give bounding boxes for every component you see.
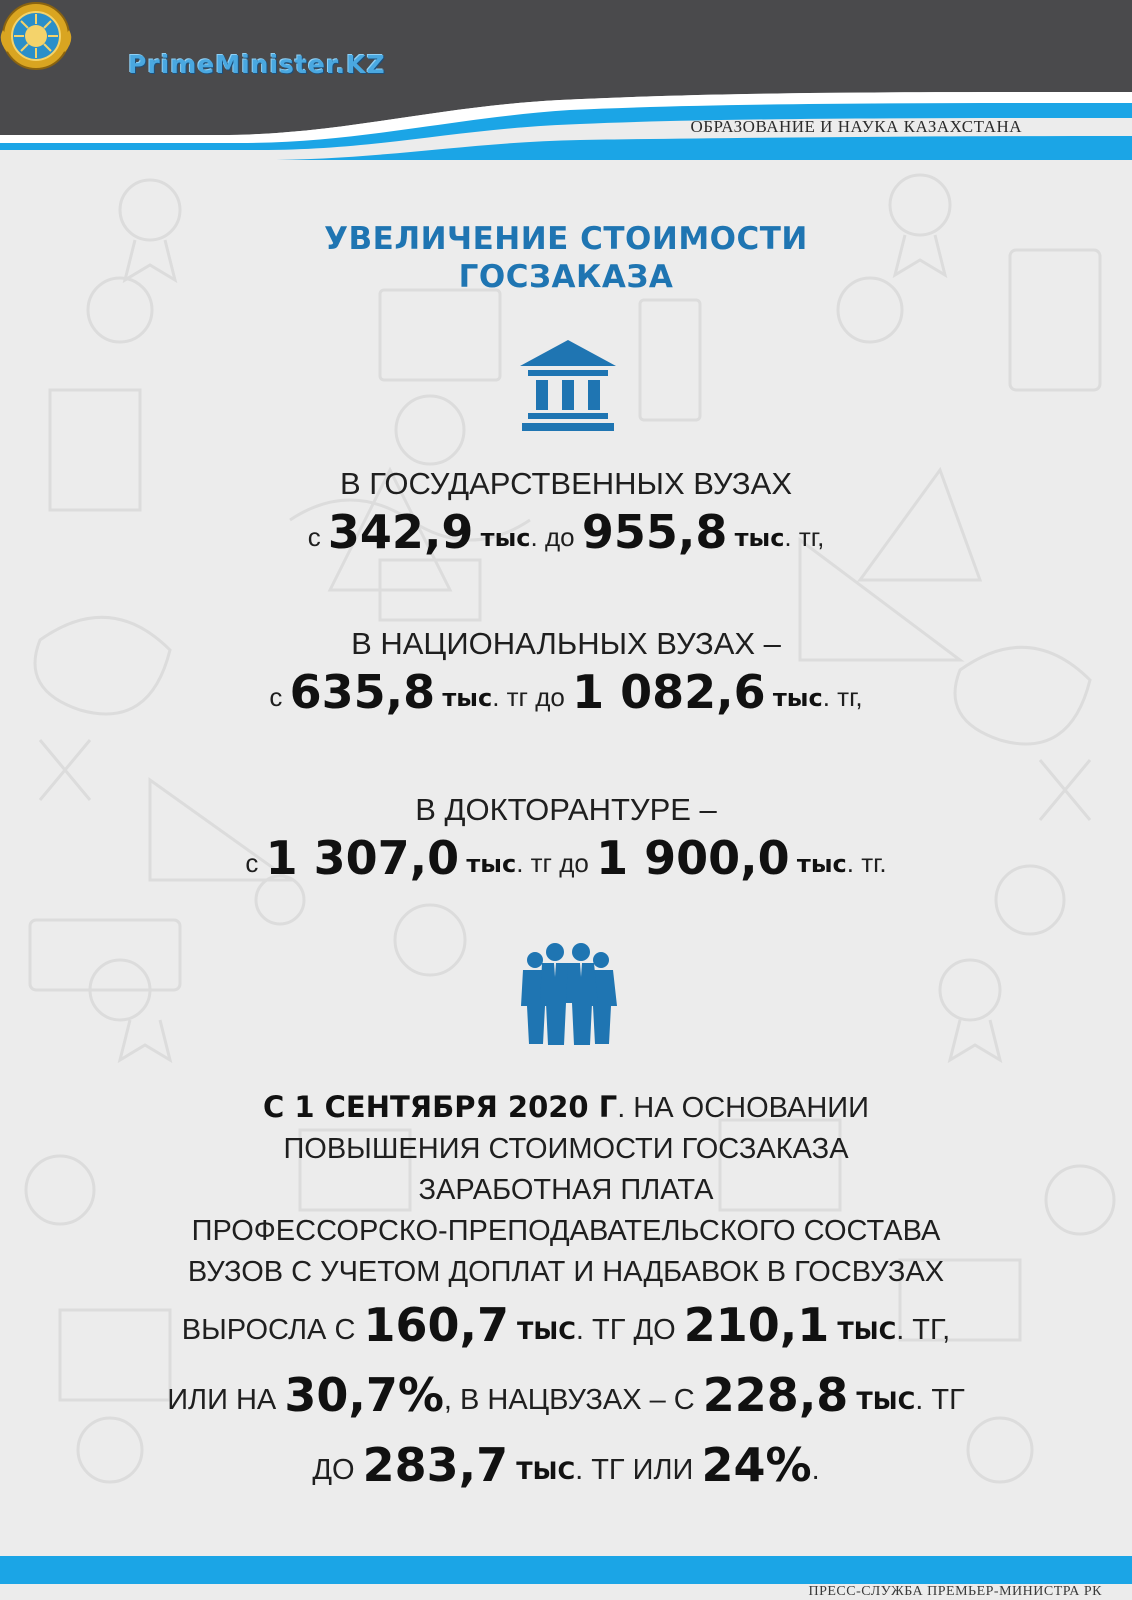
text-middle: , В НАЦВУЗАХ – С — [443, 1384, 695, 1416]
title-line-1: УВЕЛИЧЕНИЕ СТОИМОСТИ — [324, 221, 808, 257]
text-middle: . тг до — [516, 848, 589, 878]
salary-to: 210,1 — [683, 1298, 830, 1352]
text-suffix: . ТГ, — [896, 1314, 951, 1346]
text-prefix: с — [245, 848, 259, 878]
salary-line-1 — [0, 1087, 1132, 1129]
value-from: 1 307,0 — [265, 831, 460, 885]
text-suffix: . тг, — [822, 682, 863, 712]
unit: ТЫС — [856, 1387, 916, 1415]
text-middle: . тг до — [492, 682, 565, 712]
salary-line-4: ПРОФЕССОРСКО-ПРЕПОДАВАТЕЛЬСКОГО СОСТАВА — [191, 1215, 941, 1247]
business-people-icon — [515, 942, 621, 1046]
salary-line-6 — [0, 1293, 1132, 1363]
page-title — [0, 220, 1132, 296]
value-to: 1 900,0 — [596, 831, 790, 885]
salary-percent-national: 24% — [701, 1438, 812, 1492]
text-prefix: с — [307, 522, 321, 552]
tuition-national-universities — [0, 624, 1132, 722]
footer-band — [0, 1556, 1132, 1584]
tuition-values — [0, 831, 1132, 888]
salary-line-5: ВУЗОВ С УЧЕТОМ ДОПЛАТ И НАДБАВОК В ГОСВУЗАХ — [187, 1256, 945, 1288]
unit-to: тыс — [772, 684, 823, 712]
tuition-doctoral — [0, 790, 1132, 888]
site-logo-text[interactable]: PrimeMinister.KZ — [128, 50, 386, 79]
tuition-heading: В ГОСУДАРСТВЕННЫХ ВУЗАХ — [340, 466, 792, 501]
salary-from: 160,7 — [363, 1298, 509, 1352]
salary-national-to: 283,7 — [362, 1438, 509, 1492]
tuition-values — [0, 665, 1132, 722]
text-suffix: . тг. — [846, 848, 887, 878]
tuition-heading: В НАЦИОНАЛЬНЫХ ВУЗАХ – — [351, 626, 781, 661]
text-prefix: ВЫРОСЛА С — [181, 1314, 356, 1346]
text-prefix: ИЛИ НА — [167, 1384, 277, 1416]
unit: ТЫС — [516, 1457, 576, 1485]
salary-date: С 1 СЕНТЯБРЯ 2020 Г — [262, 1090, 618, 1124]
salary-line-8 — [0, 1433, 1132, 1503]
university-building-icon — [518, 340, 618, 432]
text-middle: . ТГ ИЛИ — [575, 1454, 694, 1486]
footer-credit: ПРЕСС-СЛУЖБА ПРЕМЬЕР-МИНИСТРА РК — [808, 1584, 1102, 1599]
section-title: ОБРАЗОВАНИЕ И НАУКА КАЗАХСТАНА — [690, 117, 1022, 136]
value-to: 1 082,6 — [572, 665, 766, 719]
unit-to: тыс — [796, 850, 847, 878]
salary-paragraph — [0, 1087, 1132, 1503]
tuition-heading: В ДОКТОРАНТУРЕ – — [415, 792, 717, 827]
unit-from: тыс — [466, 850, 517, 878]
kazakhstan-emblem-icon — [0, 0, 72, 72]
salary-lead-rest: . НА ОСНОВАНИИ — [617, 1092, 869, 1124]
salary-line-3: ЗАРАБОТНАЯ ПЛАТА — [418, 1174, 714, 1206]
text-middle: . ТГ ДО — [575, 1314, 676, 1346]
salary-line-2: ПОВЫШЕНИЯ СТОИМОСТИ ГОСЗАКАЗА — [283, 1133, 849, 1165]
value-from: 635,8 — [289, 665, 436, 719]
tuition-values — [0, 505, 1132, 562]
salary-line-7 — [0, 1363, 1132, 1433]
tuition-state-universities — [0, 464, 1132, 562]
unit: ТЫС — [837, 1317, 897, 1345]
text-suffix: . тг, — [784, 522, 825, 552]
salary-national-from: 228,8 — [702, 1368, 849, 1422]
header — [0, 0, 1132, 160]
text-suffix: . ТГ — [915, 1384, 965, 1416]
unit-to: тыс — [734, 524, 785, 552]
value-from: 342,9 — [327, 505, 474, 559]
text-middle: . до — [530, 522, 575, 552]
salary-percent-state: 30,7% — [284, 1368, 444, 1422]
unit-from: тыс — [442, 684, 493, 712]
unit-from: тыс — [480, 524, 531, 552]
text-prefix: с — [269, 682, 283, 712]
text-suffix: . — [811, 1454, 820, 1486]
value-to: 955,8 — [581, 505, 728, 559]
unit: ТЫС — [517, 1317, 576, 1345]
text-prefix: ДО — [312, 1454, 355, 1486]
title-line-2: ГОСЗАКАЗА — [458, 259, 674, 295]
